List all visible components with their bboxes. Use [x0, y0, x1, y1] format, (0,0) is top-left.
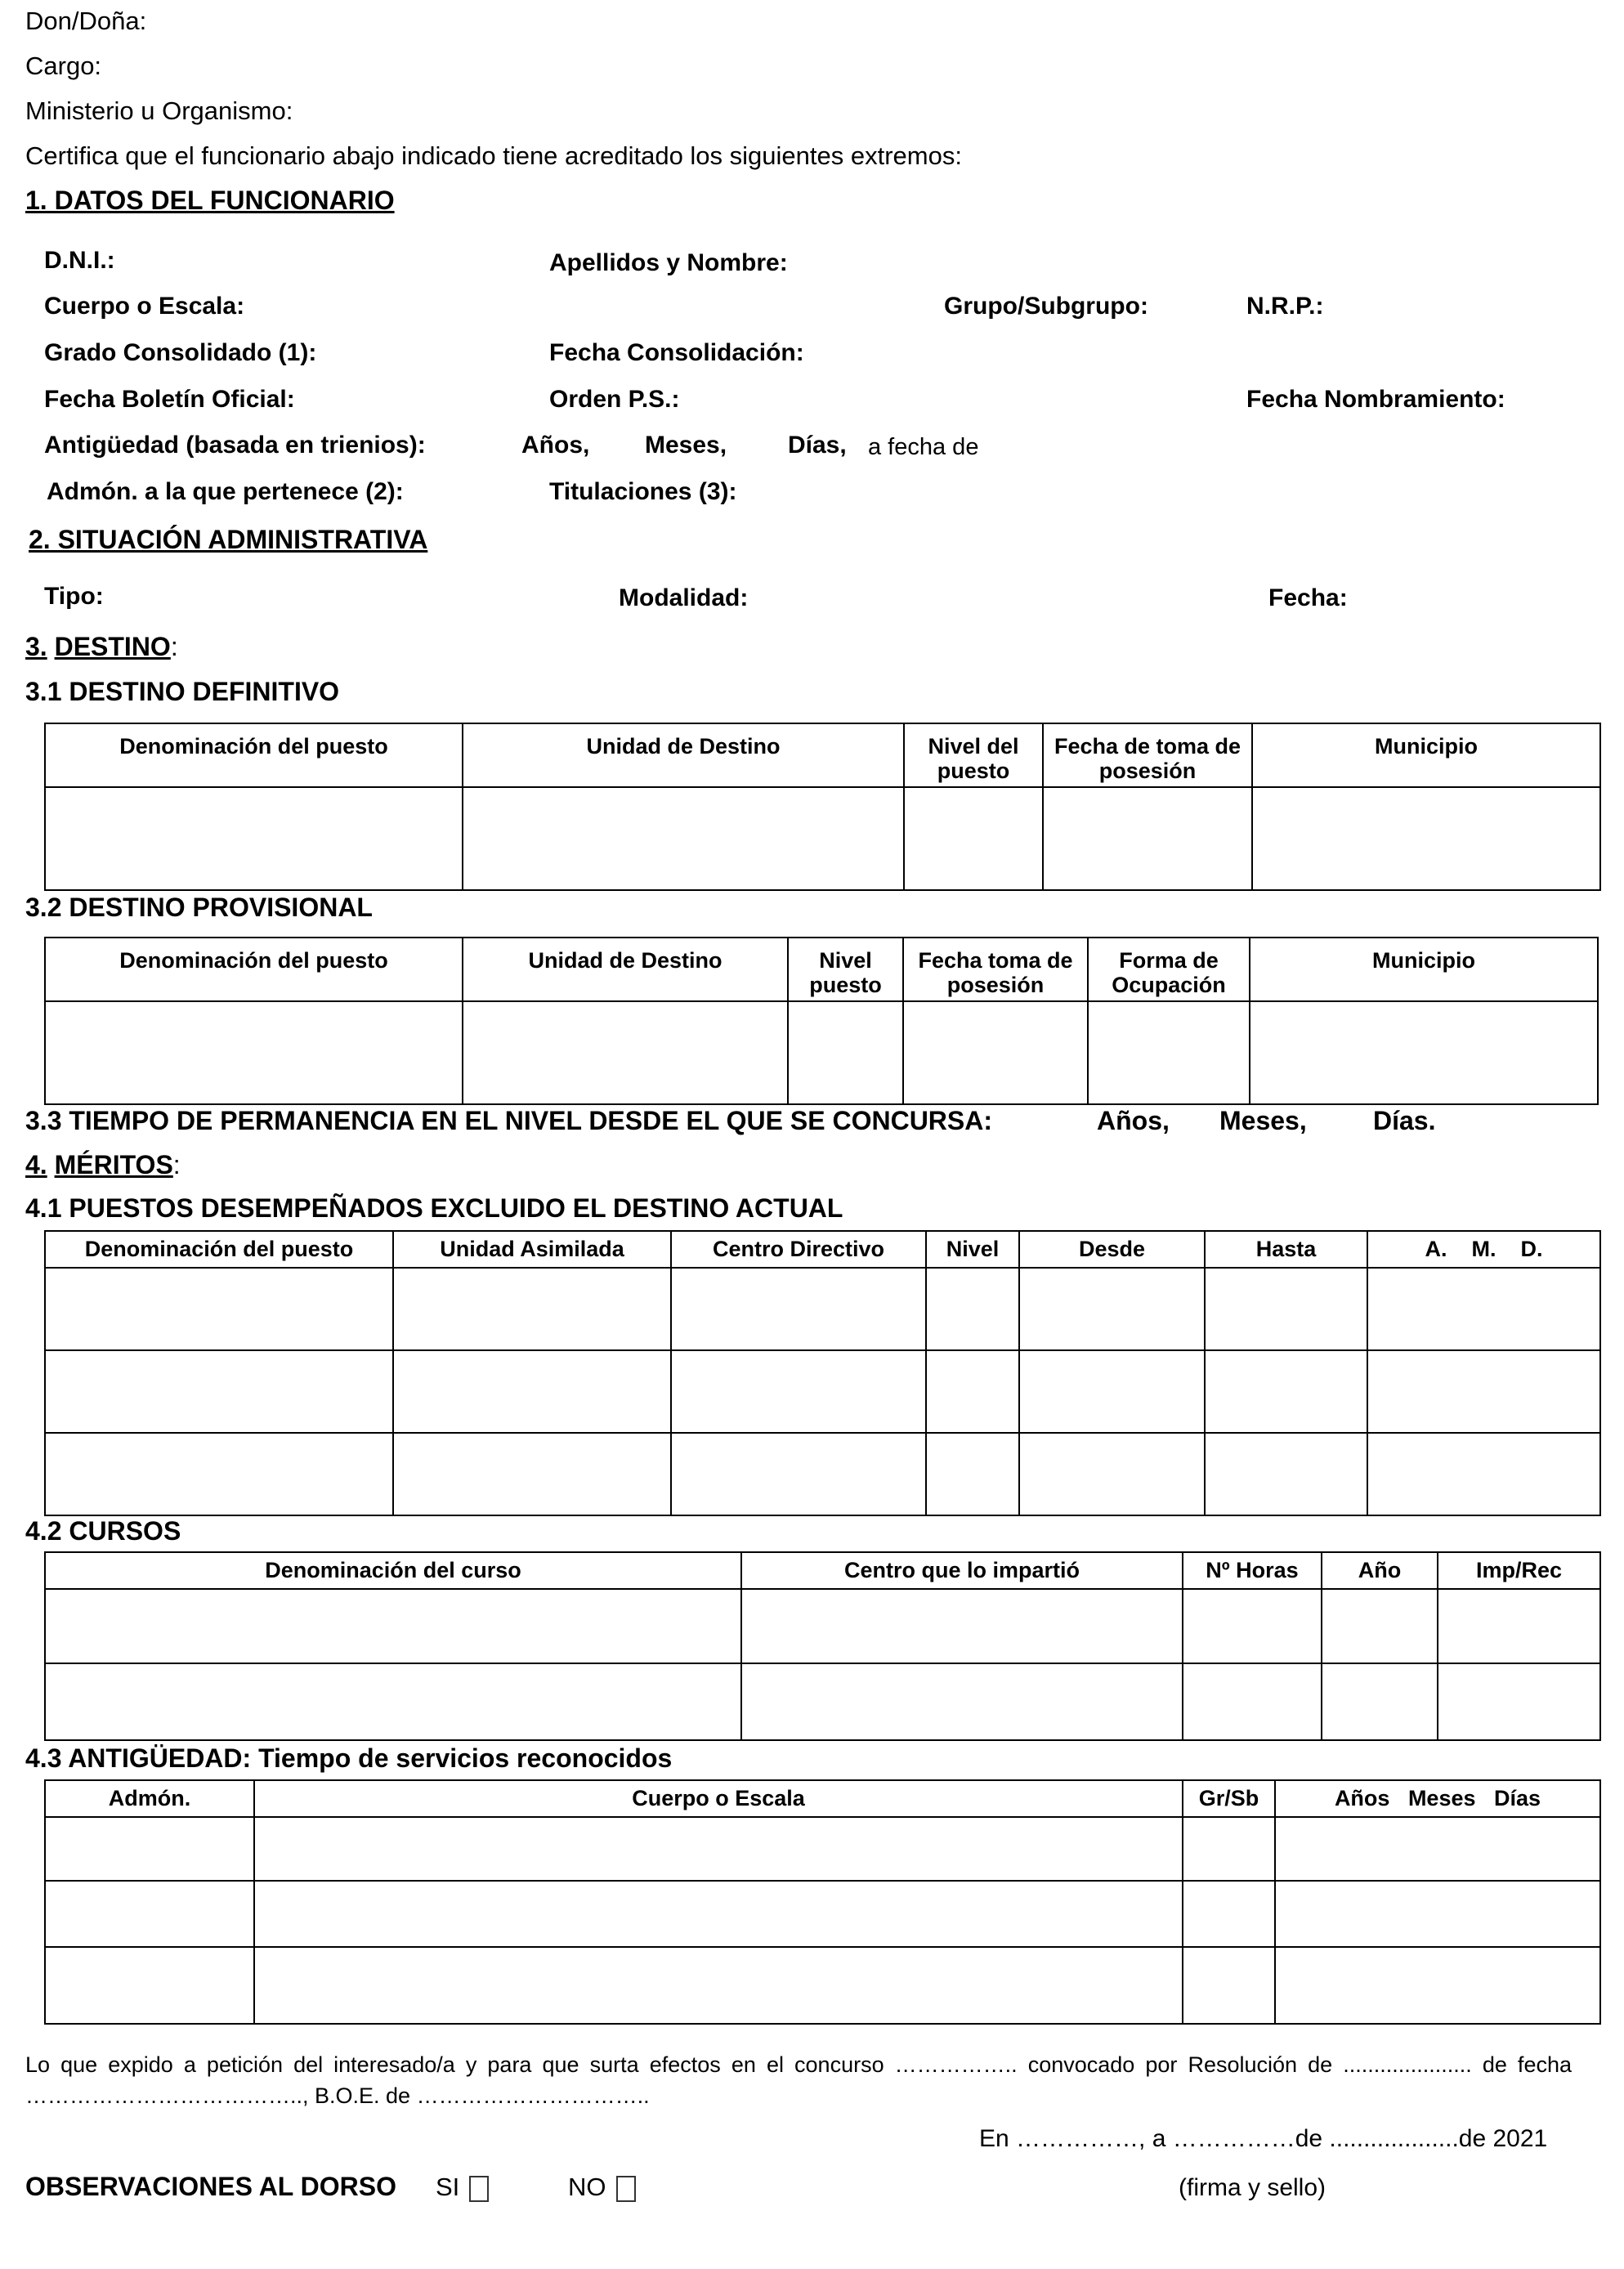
table-cell[interactable]: [1367, 1350, 1600, 1433]
t41-header-unidad: Unidad Asimilada: [393, 1231, 671, 1268]
t43-header-admon: Admón.: [45, 1780, 254, 1817]
table-cell[interactable]: [926, 1433, 1019, 1515]
no-label: NO: [568, 2173, 606, 2201]
table-cell[interactable]: [45, 1817, 254, 1881]
table-row: [45, 1350, 1600, 1433]
table-cell[interactable]: [1183, 1947, 1275, 2024]
table-puestos-desempenados: [44, 1230, 1601, 1516]
certifica-text: Certifica que el funcionario abajo indicado tiene acreditado los siguientes extremos:: [25, 141, 962, 170]
anos-label: Años,: [521, 432, 590, 459]
table-cell[interactable]: [1438, 1589, 1600, 1663]
t41-header-nivel: Nivel: [926, 1231, 1019, 1268]
fecha-label: Fecha:: [1268, 584, 1348, 611]
t32-title: 3.2 DESTINO PROVISIONAL: [25, 893, 373, 922]
t33-anos: Años,: [1097, 1106, 1170, 1135]
table-cell[interactable]: [463, 1001, 788, 1104]
si-label: SI: [436, 2173, 460, 2201]
cuerpo-label: Cuerpo o Escala:: [44, 293, 245, 320]
table-cell[interactable]: [1252, 787, 1600, 890]
t33-title: 3.3 TIEMPO DE PERMANENCIA EN EL NIVEL DESDE EL QUE SE CONCURSA:: [25, 1106, 993, 1135]
table-cell[interactable]: [393, 1433, 671, 1515]
table-cell[interactable]: [1019, 1433, 1205, 1515]
table-cell[interactable]: [788, 1001, 903, 1104]
table-antiguedad: [44, 1779, 1601, 2025]
table-row: [45, 1001, 1598, 1104]
t33-dias: Días.: [1373, 1106, 1436, 1135]
table-row: [45, 1589, 1600, 1663]
table-cell[interactable]: [254, 1817, 1183, 1881]
table-cell[interactable]: [671, 1350, 926, 1433]
table-cell[interactable]: [1205, 1268, 1367, 1350]
table-cell[interactable]: [1183, 1817, 1275, 1881]
table-cell[interactable]: [1367, 1433, 1600, 1515]
t32-header-fecha: Fecha toma de posesión: [903, 938, 1088, 1001]
firma-label: (firma y sello): [1179, 2174, 1326, 2201]
section3-title: [25, 632, 178, 662]
t32-header-nivel: Nivel puesto: [788, 938, 903, 1001]
grupo-label: Grupo/Subgrupo:: [944, 293, 1148, 320]
table-cell[interactable]: [903, 1001, 1088, 1104]
table-cell[interactable]: [254, 1947, 1183, 2024]
table-cell[interactable]: [926, 1350, 1019, 1433]
nrp-label: N.R.P.:: [1246, 293, 1324, 320]
table-row: [45, 1268, 1600, 1350]
table-cell[interactable]: [1183, 1881, 1275, 1947]
t42-header-centro: Centro que lo impartió: [741, 1552, 1183, 1589]
table-cell[interactable]: [45, 1881, 254, 1947]
table-cell[interactable]: [45, 1663, 741, 1740]
table-destino-definitivo: [44, 723, 1601, 891]
table-cell[interactable]: [45, 1350, 393, 1433]
table-cell[interactable]: [1088, 1001, 1250, 1104]
grado-label: Grado Consolidado (1):: [44, 339, 317, 366]
titulaciones-label: Titulaciones (3):: [549, 478, 737, 505]
ministerio-label: Ministerio u Organismo:: [25, 96, 293, 125]
table-cell[interactable]: [926, 1268, 1019, 1350]
t41-header-centro: Centro Directivo: [671, 1231, 926, 1268]
table-cell[interactable]: [45, 787, 463, 890]
t42-header-horas: Nº Horas: [1183, 1552, 1322, 1589]
a-fecha-label: a fecha de: [868, 434, 979, 460]
t41-title: 4.1 PUESTOS DESEMPEÑADOS EXCLUIDO EL DESTINO ACTUAL: [25, 1193, 843, 1223]
t32-header-denominacion: Denominación del puesto: [45, 938, 463, 1001]
section3-colon: :: [170, 632, 178, 661]
table-cell[interactable]: [393, 1268, 671, 1350]
meses-label: Meses,: [645, 432, 727, 459]
si-option[interactable]: [436, 2173, 489, 2202]
section2-title: 2. SITUACIÓN ADMINISTRATIVA: [29, 525, 428, 554]
orden-label: Orden P.S.:: [549, 386, 680, 413]
t32-header-forma: Forma de Ocupación: [1088, 938, 1250, 1001]
table-row: [45, 1881, 1600, 1947]
section4-name: MÉRITOS: [54, 1150, 173, 1179]
table-cell[interactable]: [1205, 1433, 1367, 1515]
table-cell[interactable]: [1438, 1663, 1600, 1740]
t42-header-imprec: Imp/Rec: [1438, 1552, 1600, 1589]
table-cell[interactable]: [1183, 1663, 1322, 1740]
table-cell[interactable]: [1183, 1589, 1322, 1663]
t43-title: 4.3 ANTIGÜEDAD: Tiempo de servicios reconocidos: [25, 1743, 673, 1773]
t43-header-grsb: Gr/Sb: [1183, 1780, 1275, 1817]
section4-colon: :: [172, 1150, 181, 1179]
lugar-fecha: En ……………, a ……………de ...................de 2021: [979, 2125, 1548, 2152]
table-cell[interactable]: [1275, 1947, 1600, 2024]
table-cell[interactable]: [1322, 1663, 1438, 1740]
table-cell[interactable]: [671, 1433, 926, 1515]
cargo-label: Cargo:: [25, 51, 102, 80]
expido-text: Lo que expido a petición del interesado/a y para que surta efectos en el concurso …………….. convocado por Resolución de ..................... de fecha ……………………………….., B.O.E. de …………………………..: [25, 2052, 1572, 2108]
table-row: [45, 1947, 1600, 2024]
table-cell[interactable]: [741, 1663, 1183, 1740]
t42-header-ano: Año: [1322, 1552, 1438, 1589]
table-cell[interactable]: [1043, 787, 1252, 890]
t41-header-denominacion: Denominación del puesto: [45, 1231, 393, 1268]
table-destino-provisional: [44, 937, 1599, 1105]
section1-title: 1. DATOS DEL FUNCIONARIO: [25, 186, 395, 215]
table-cell[interactable]: [1019, 1350, 1205, 1433]
table-cell[interactable]: [1275, 1817, 1600, 1881]
antiguedad-label: Antigüedad (basada en trienios):: [44, 432, 426, 459]
table-cell[interactable]: [904, 787, 1043, 890]
t31-header-municipio: Municipio: [1252, 723, 1600, 787]
table-row: [45, 1817, 1600, 1881]
table-cell[interactable]: [1205, 1350, 1367, 1433]
fecha-boletin-label: Fecha Boletín Oficial:: [44, 386, 295, 413]
observaciones-label: OBSERVACIONES AL DORSO: [25, 2172, 396, 2201]
fecha-consolidacion-label: Fecha Consolidación:: [549, 339, 804, 366]
t32-header-municipio: Municipio: [1250, 938, 1598, 1001]
t31-header-nivel: Nivel del puesto: [904, 723, 1043, 787]
t31-header-unidad: Unidad de Destino: [463, 723, 904, 787]
t33-meses: Meses,: [1219, 1106, 1307, 1135]
table-cell[interactable]: [741, 1589, 1183, 1663]
modalidad-label: Modalidad:: [619, 584, 749, 611]
table-cell[interactable]: [1019, 1268, 1205, 1350]
t42-title: 4.2 CURSOS: [25, 1516, 181, 1546]
table-cell[interactable]: [1322, 1589, 1438, 1663]
table-cell[interactable]: [45, 1001, 463, 1104]
table-row: [45, 787, 1600, 890]
table-cell[interactable]: [254, 1881, 1183, 1947]
si-checkbox[interactable]: [469, 2176, 489, 2202]
section4-title: [25, 1150, 181, 1180]
table-cell[interactable]: [393, 1350, 671, 1433]
t31-title: 3.1 DESTINO DEFINITIVO: [25, 677, 340, 706]
table-row: [45, 1663, 1600, 1740]
table-cell[interactable]: [671, 1268, 926, 1350]
t43-header-cuerpo: Cuerpo o Escala: [254, 1780, 1183, 1817]
no-option[interactable]: [568, 2173, 636, 2202]
admon-label: Admón. a la que pertenece (2):: [47, 478, 404, 505]
table-cursos: [44, 1551, 1601, 1741]
don-dona-label: Don/Doña:: [25, 7, 147, 35]
t32-header-unidad: Unidad de Destino: [463, 938, 788, 1001]
no-checkbox[interactable]: [616, 2176, 636, 2202]
dias-label: Días,: [788, 432, 847, 459]
t42-header-denominacion: Denominación del curso: [45, 1552, 741, 1589]
t31-header-denominacion: Denominación del puesto: [45, 723, 463, 787]
t41-header-hasta: Hasta: [1205, 1231, 1367, 1268]
table-row: [45, 1433, 1600, 1515]
table-cell[interactable]: [45, 1589, 741, 1663]
table-cell[interactable]: [1367, 1268, 1600, 1350]
t41-header-desde: Desde: [1019, 1231, 1205, 1268]
section3-number: 3.: [25, 632, 47, 661]
table-cell[interactable]: [45, 1268, 393, 1350]
dni-label: D.N.I.:: [44, 247, 115, 274]
table-cell[interactable]: [45, 1433, 393, 1515]
t43-header-tiempo: Años Meses Días: [1275, 1780, 1600, 1817]
t31-header-fecha: Fecha de toma de posesión: [1043, 723, 1252, 787]
table-cell[interactable]: [1275, 1881, 1600, 1947]
section4-number: 4.: [25, 1150, 47, 1179]
table-cell[interactable]: [1250, 1001, 1598, 1104]
apellidos-label: Apellidos y Nombre:: [549, 249, 788, 276]
fecha-nombramiento-label: Fecha Nombramiento:: [1246, 386, 1505, 413]
t41-header-amd: A. M. D.: [1367, 1231, 1600, 1268]
table-cell[interactable]: [45, 1947, 254, 2024]
table-cell[interactable]: [463, 787, 904, 890]
section3-name: DESTINO: [54, 632, 171, 661]
tipo-label: Tipo:: [44, 583, 104, 610]
